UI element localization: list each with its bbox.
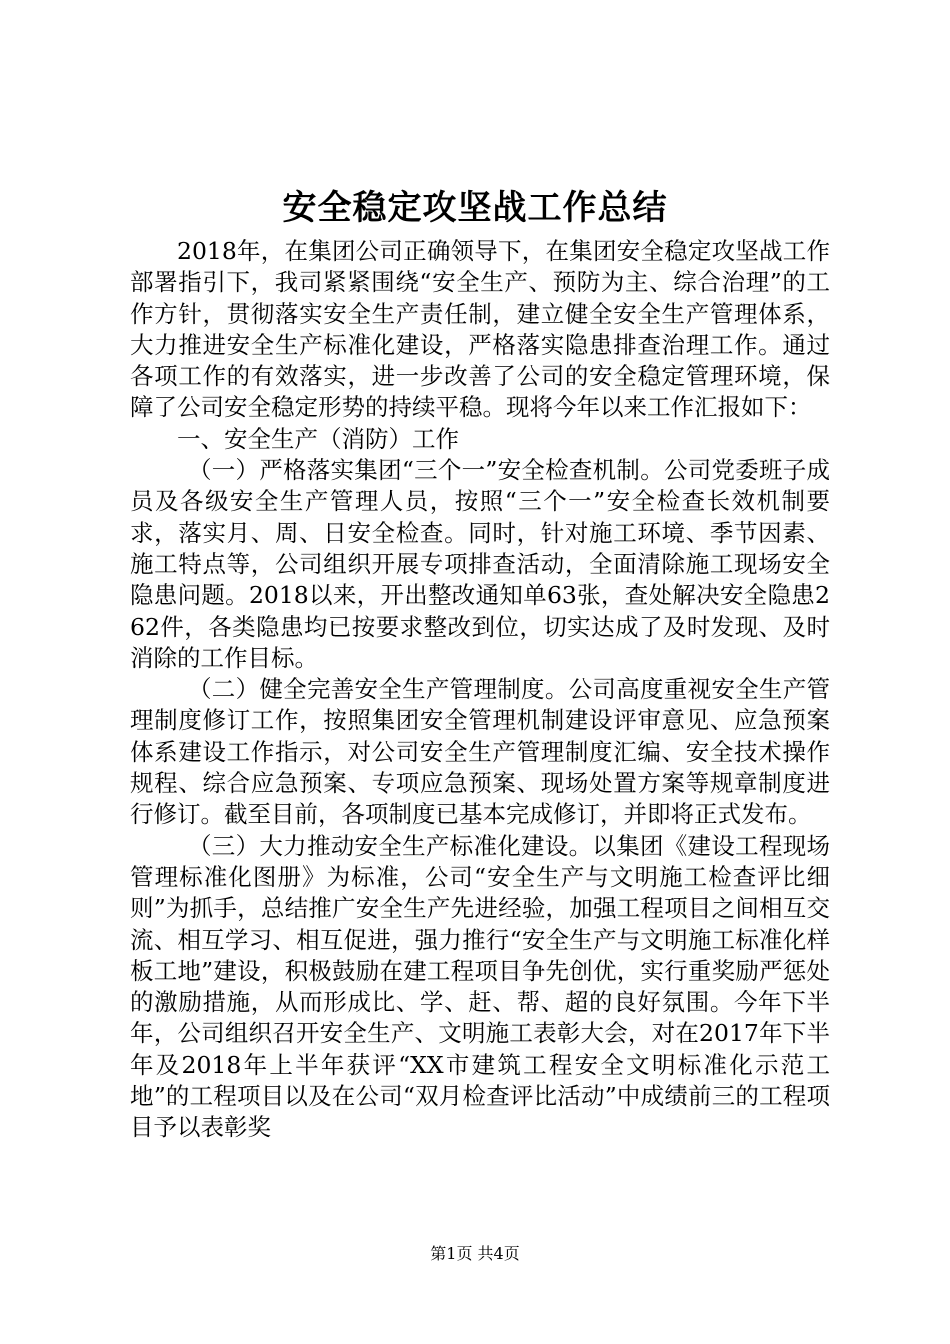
item-paragraph-1: （一）严格落实集团“三个一”安全检查机制。公司党委班子成员及各级安全生产管理人员，按照“三个一”安全检查长效机制要求，落实月、周、日安全检查。同时，针对施工环境、季节因素、施工特点等，公司组织开展专项排查活动，全面清除施工现场安全隐患问题。2018以来，开出整改通知单63张，查处解决安全隐患262件，各类隐患均已按要求整改到位，切实达成了及时发现、及时消除的工作目标。 [130, 456, 830, 672]
document-title: 安全稳定攻坚战工作总结 [282, 188, 668, 228]
item-paragraph-3: （三）大力推动安全生产标准化建设。以集团《建设工程现场管理标准化图册》为标准，公司“安全生产与文明施工检查评比细则”为抓手，总结推广安全生产先进经验，加强工程项目之间相互交流、相互学习、相互促进，强力推行“安全生产与文明施工标准化样板工地”建设，积极鼓励在建工程项目争先创优，实行重奖励严惩处的激励措施，从而形成比、学、赶、帮、超的良好氛围。今年下半年，公司组织召开安全生产、文明施工表彰大会，对在2017年下半年及2018年上半年获评“XX市建筑工程安全文明标准化示范工地”的工程项目以及在公司“双月检查评比活动”中成绩前三的工程项目予以表彰奖 [130, 831, 830, 1142]
document-body [130, 236, 830, 1144]
intro-paragraph: 2018年，在集团公司正确领导下，在集团安全稳定攻坚战工作部署指引下，我司紧紧围绕“安全生产、预防为主、综合治理”的工作方针，贯彻落实安全生产责任制，建立健全安全生产管理体系，大力推进安全生产标准化建设，严格落实隐患排查治理工作。通过各项工作的有效落实，进一步改善了公司的安全稳定管理环境，保障了公司安全稳定形势的持续平稳。现将今年以来工作汇报如下： [130, 237, 830, 422]
section-heading: 一、安全生产（消防）工作 [177, 424, 459, 453]
item-paragraph-2: （二）健全完善安全生产管理制度。公司高度重视安全生产管理制度修订工作，按照集团安全管理机制建设评审意见、应急预案体系建设工作指示，对公司安全生产管理制度汇编、安全技术操作规程、综合应急预案、专项应急预案、现场处置方案等规章制度进行修订。截至目前，各项制度已基本完成修订，并即将正式发布。 [130, 675, 830, 829]
page-footer: 第1页 共4页 [430, 1244, 520, 1263]
